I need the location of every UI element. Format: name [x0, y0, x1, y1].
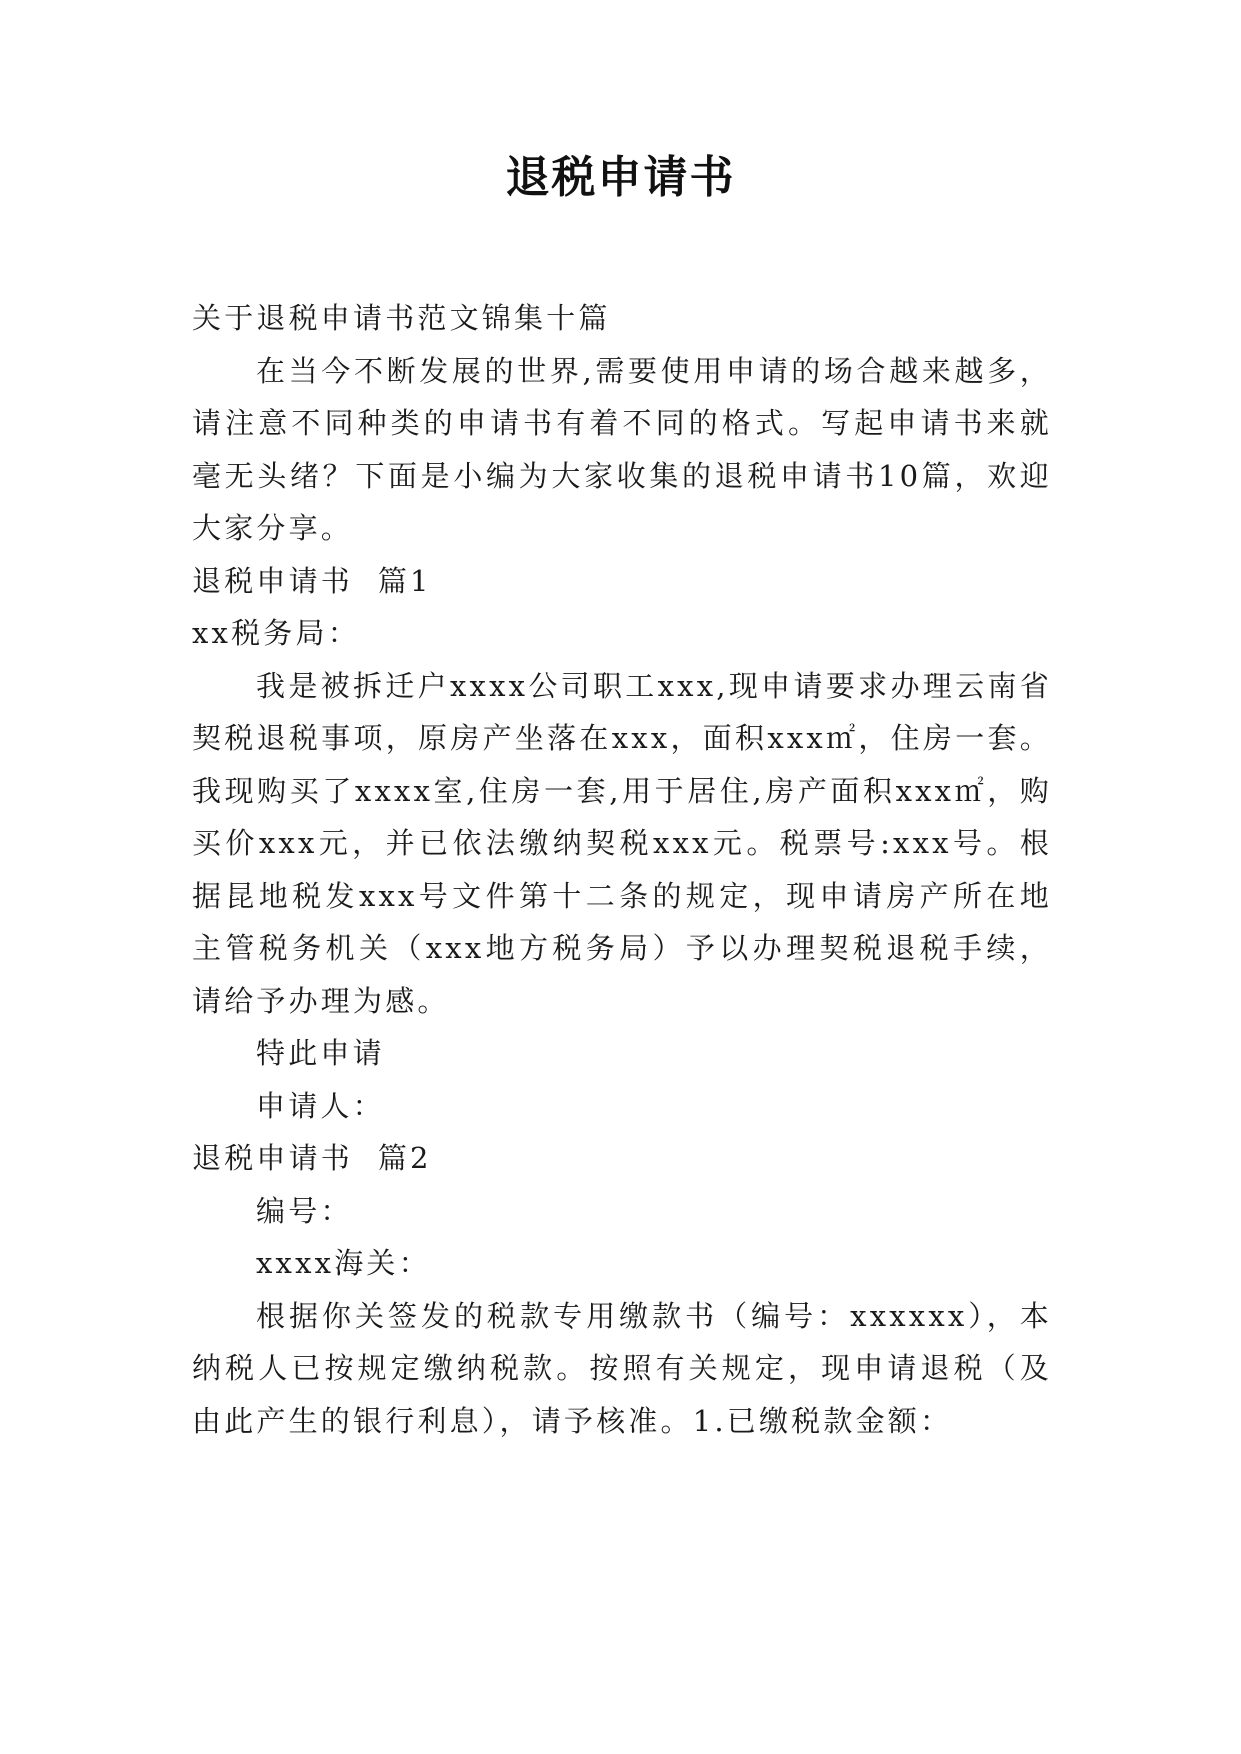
- document-title: 退税申请书: [505, 152, 736, 203]
- section1-applicant: 申请人：: [256, 1088, 385, 1123]
- section2-body: 根据你关签发的税款专用缴款书（编号：xxxxxx），本纳税人已按规定缴纳税款。按照有关规定，现申请退税（及由此产生的银行利息），请予核准。1.已缴税款金额：: [192, 1298, 1052, 1438]
- intro-paragraph: 在当今不断发展的世界,需要使用申请的场合越来越多，请注意不同种类的申请书有着不同的格式。写起申请书来就毫无头绪？下面是小编为大家收集的退税申请书10篇，欢迎大家分享。: [192, 353, 1052, 545]
- section2-number-label: 编号：: [256, 1193, 353, 1228]
- section2-heading: 退税申请书 篇2: [192, 1141, 432, 1175]
- document-body: [192, 292, 1052, 1447]
- section1-body: 我是被拆迁户xxxx公司职工xxx,现申请要求办理云南省契税退税事项，原房产坐落在xxx，面积xxx㎡，住房一套。我现购买了xxxx室,住房一套,用于居住,房产面积xxx㎡，购买价xxx元，并已依法缴纳契税xxx元。税票号:xxx号。根据昆地税发xxx号文件第十二条的规定，现申请房产所在地主管税务机关（xxx地方税务局）予以办理契税退税手续，请给予办理为感。: [192, 668, 1052, 1018]
- section1-closing: 特此申请: [256, 1036, 385, 1070]
- section2-addressee: xxxx海关：: [256, 1246, 431, 1280]
- section1-heading: 退税申请书 篇1: [192, 563, 432, 598]
- section1-addressee: xx税务局：: [192, 616, 360, 650]
- document-subtitle: 关于退税申请书范文锦集十篇: [192, 301, 611, 335]
